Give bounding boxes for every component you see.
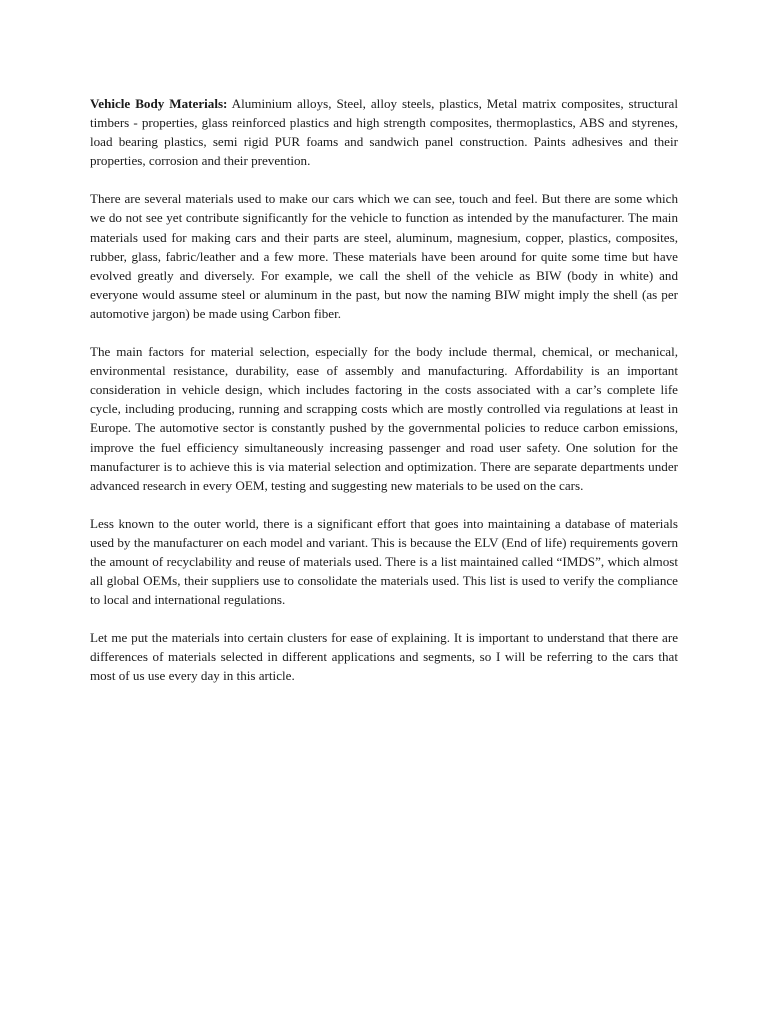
intro-text: Aluminium alloys, Steel, alloy steels, plastics, Metal matrix composites, structural timbers - properties, glass reinforced plastics and high strength composites, thermoplastics, ABS and styrenes, load bearing plastics, semi rigid PUR foams and sandwich panel construction. Paints adhesives and their properties, corrosion and their prevention. xyxy=(90,96,678,169)
body-paragraph-4: Let me put the materials into certain clusters for ease of explaining. It is important to understand that there are differences of materials selected in different applications and segments, so I will be referring to the cars that most of us use every day in this article. xyxy=(90,630,678,684)
body-paragraph-1: There are several materials used to make our cars which we can see, touch and feel. But there are some which we do not see yet contribute significantly for the vehicle to function as intended by the manufacturer. The main materials used for making cars and their parts are steel, aluminum, magnesium, copper, plastics, composites, rubber, glass, fabric/leather and a few more. These materials have been around for quite some time but have evolved greatly and diversely. For example, we call the shell of the vehicle as BIW (body in white) and everyone would assume steel or aluminum in the past, but now the naming BIW might imply the shell (as per automotive jargon) be made using Carbon fiber. xyxy=(90,191,678,321)
document-page xyxy=(90,94,678,705)
body-paragraph-3: Less known to the outer world, there is a significant effort that goes into maintaining a database of materials used by the manufacturer on each model and variant. This is because the ELV (End of life) requirements govern the amount of recyclability and reuse of materials used. There is a list maintained called “IMDS”, which almost all global OEMs, their suppliers use to consolidate the materials used. This list is used to verify the compliance to local and international regulations. xyxy=(90,515,678,608)
intro-heading: Vehicle Body Materials: xyxy=(90,96,228,111)
body-paragraph-2: The main factors for material selection, especially for the body include thermal, chemical, or mechanical, environmental resistance, durability, ease of assembly and manufacturing. Affordability is an important consideration in vehicle design, which includes factoring in the costs associated with a car’s complete life cycle, including producing, running and scrapping costs which are mostly controlled via regulations at least in Europe. The automotive sector is constantly pushed by the governmental policies to reduce carbon emissions, improve the fuel efficiency simultaneously increasing passenger and road user safety. One solution for the manufacturer is to achieve this is via material selection and optimization. There are separate departments under advanced research in every OEM, testing and suggesting new materials to be used on the cars. xyxy=(90,344,678,493)
intro-paragraph xyxy=(90,94,678,170)
